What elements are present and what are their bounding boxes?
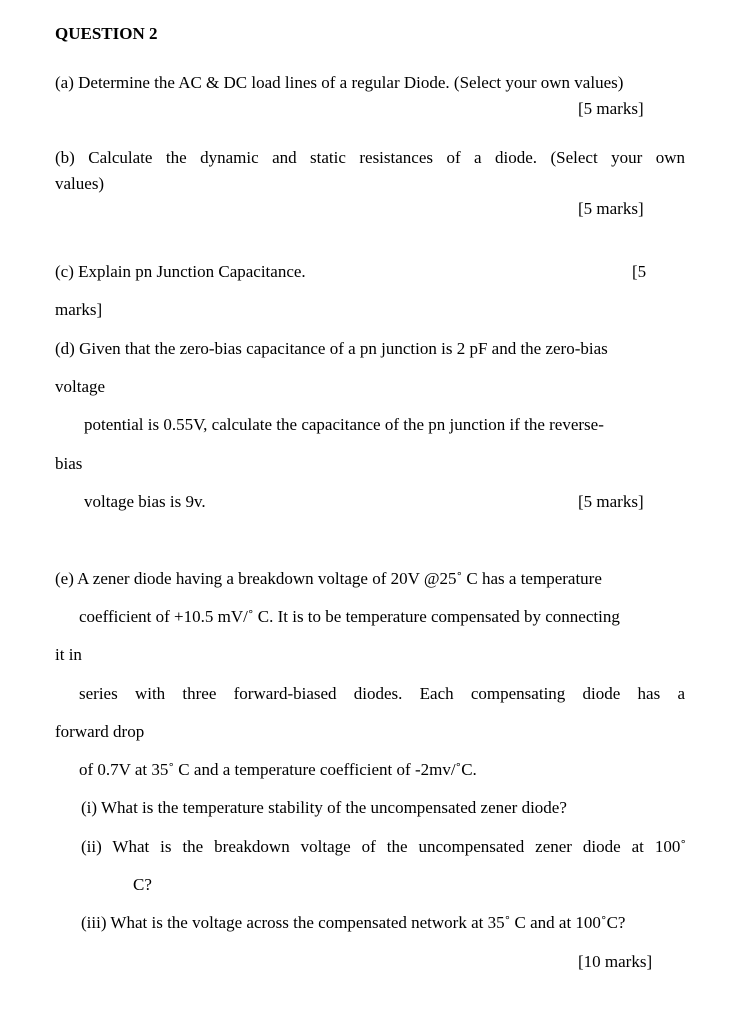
part-a-marks: [5 marks]	[578, 99, 644, 118]
part-e-sub-ii-line2: C?	[133, 875, 152, 894]
part-b-marks: [5 marks]	[578, 199, 644, 218]
part-e-sub-i: (i) What is the temperature stability of the uncompensated zener diode?	[81, 798, 567, 817]
part-c-text: (c) Explain pn Junction Capacitance.	[55, 262, 306, 281]
part-c-marks-start: [5	[632, 262, 647, 281]
part-c-marks-end: marks]	[55, 300, 103, 319]
part-d-text-line1: (d) Given that the zero-bias capacitance of a pn junction is 2 pF and the zero-bias	[55, 339, 608, 358]
part-e-text-line6: of 0.7V at 35˚ C and a temperature coefficient of -2mv/˚C.	[79, 760, 477, 779]
part-e-text-line1: (e) A zener diode having a breakdown voltage of 20V @25˚ C has a temperature	[55, 569, 602, 588]
part-e-marks: [10 marks]	[578, 952, 653, 971]
part-e-sub-ii-line1: (ii) What is the breakdown voltage of the uncompensated zener diode at 100˚	[81, 837, 686, 856]
part-b-text-line2: values)	[55, 174, 105, 193]
part-e-text-line5: forward drop	[55, 722, 145, 741]
part-a-text: (a) Determine the AC & DC load lines of a regular Diode. (Select your own values)	[55, 73, 624, 92]
question-title: QUESTION 2	[55, 24, 158, 43]
part-d-text-line4: bias	[55, 454, 83, 473]
part-b-text-line1: (b) Calculate the dynamic and static resistances of a diode. (Select your own	[55, 148, 685, 167]
part-d-text-line2: voltage	[55, 377, 106, 396]
part-d-text-line3: potential is 0.55V, calculate the capacitance of the pn junction if the reverse-	[84, 415, 604, 434]
part-d-text-line5: voltage bias is 9v.	[84, 492, 206, 511]
part-d-marks: [5 marks]	[578, 492, 644, 511]
part-e-sub-iii: (iii) What is the voltage across the compensated network at 35˚ C and at 100˚C?	[81, 913, 626, 932]
part-e-text-line3: it in	[55, 645, 82, 664]
part-e-text-line2: coefficient of +10.5 mV/˚ C. It is to be temperature compensated by connecting	[79, 607, 620, 626]
part-e-text-line4: series with three forward-biased diodes. Each compensating diode has a	[79, 684, 685, 703]
